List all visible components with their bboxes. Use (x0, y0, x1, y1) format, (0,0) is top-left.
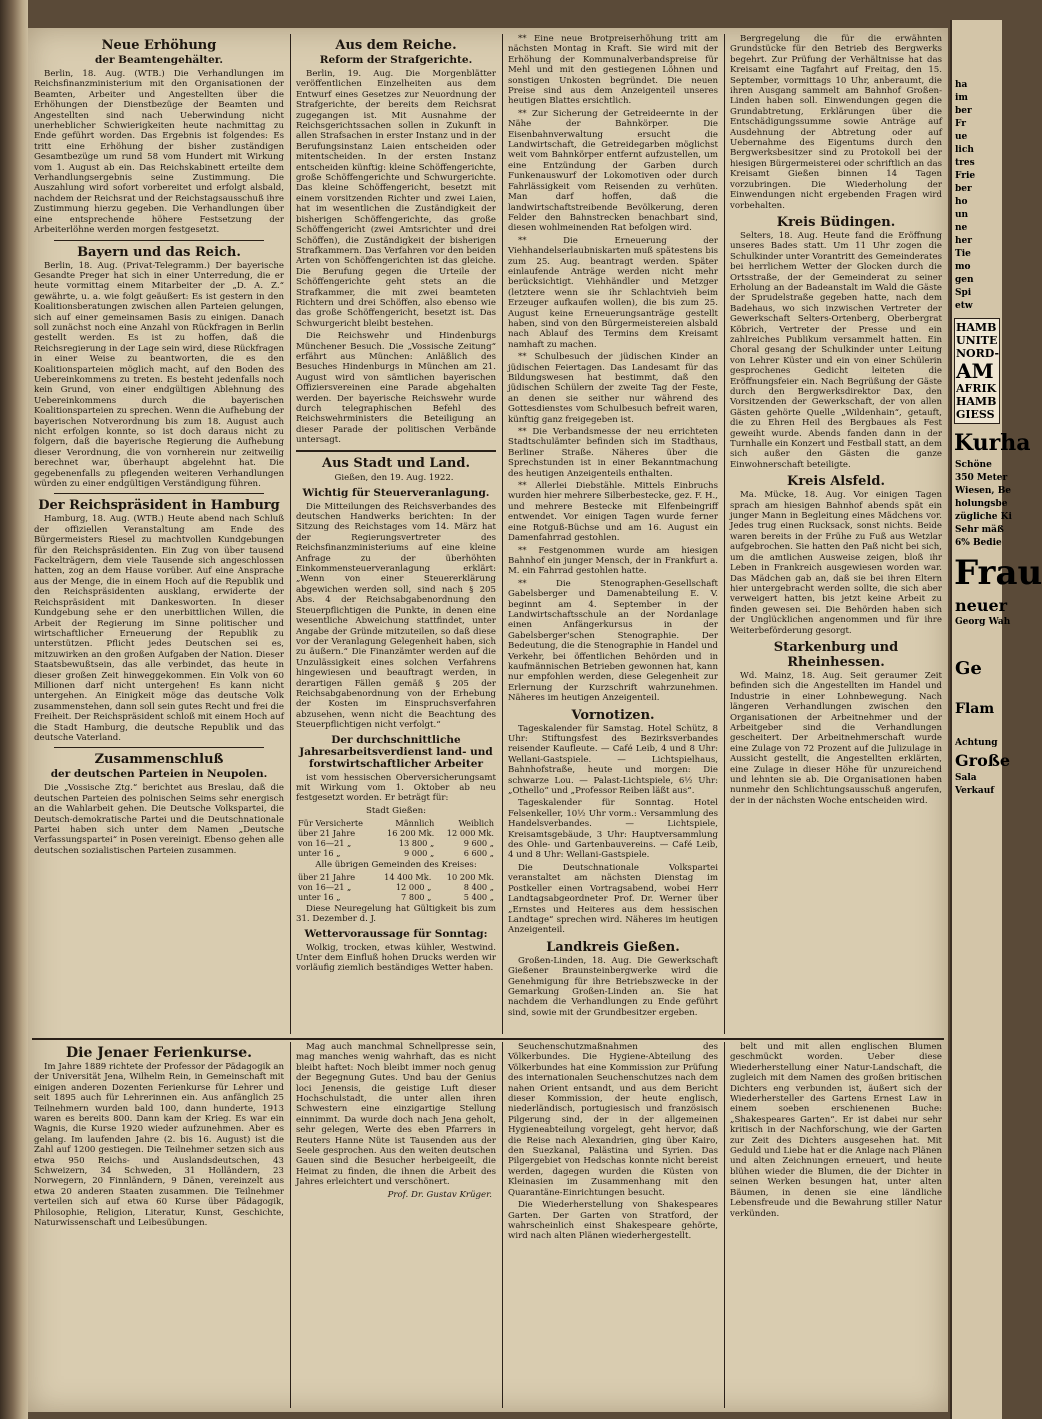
article-title: Bayern und das Reich. (77, 244, 241, 260)
feuilleton-title: Die Jenaer Ferienkurse. (66, 1045, 252, 1061)
news-item: Bergregelung die für die erwähnten Grundstücke für den Betrieb des Bergwerks begehrt. Zur Prüfung der Verhältnisse hat das Kreisamt eine Tagfahrt auf Freitag, den 15. September, vormittags 10 Uhr, anberaumt, die ihren Ausgang sammelt am Bahnhof Großen-Linden haben soll. Einwendungen gegen die Grundabtretung, Erklärungen über die Entschädigungssumme sowie Anträge auf Ausdehnung der Abtretung oder auf Uebernahme des Eigentums durch den Bergwerksbesitzer sind zu Protokoll bei der hiesigen Bürgermeisterei oder schriftlich an das Kreisamt Gießen binnen 14 Tagen vorzubringen. Die Wiederholung der Einwendungen nicht ergebenden Fragen wird vorbehalten. (730, 34, 942, 211)
news-item: Die Deutschnationale Volkspartei veranstaltet am nächsten Dienstag im Postkeller einen Vortragsabend, wobei Herr Landtagsabgeordneter Prof. Dr. Werner über „Ernstes und Heiteres aus dem hessischen Landtage“ sprechen wird. Näheres im heutigen Anzeigenteil. (508, 862, 718, 936)
table-row (296, 848, 496, 858)
text-fragment: ber (955, 106, 972, 116)
text-fragment: Fr (955, 119, 966, 129)
article-bayern (34, 245, 284, 490)
feuilleton-paragraph: Seuchenschutzmaßnahmen des Völkerbundes. Die Hygiene-Abteilung des Völkerbundes hat eine Kommission zur Prüfung des internationalen Seuchenschutzes nach dem nahen Orient entsandt, und aus dem Bericht dieser Kommission, der heute englisch, niederländisch, portugiesisch und französisch Pilgerung sind, der in der allgemeinen Hygieneabteilung vorgelegt, geht hervor, daß die Reise nach Alexandrien, ging über Kairo, den Suezkanal, Palästina und Syrien. Das Pilgergebiet von Hedschas konnte nicht bereist werden, dagegen wurden die Küsten von Kleinasien im Zusammenhang mit den Quarantäne-Einrichtungen besucht. (508, 1042, 718, 1198)
ad-line: HAMB (956, 321, 997, 334)
text-fragment: ue (955, 132, 968, 142)
article-subtitle: Der durchschnittliche Jahresarbeitsverdienst land- und forstwirtschaftlicher Arbeiter (299, 733, 493, 770)
weather-title: Wettervoraussage für Sonntag: (304, 927, 488, 940)
text-fragment: im (955, 93, 968, 103)
text-fragment: 350 Meter (955, 473, 1008, 483)
news-item: Tageskalender für Samstag. Hotel Schütz, 8 Uhr: Stiftungsfest des Bezirksverbandes reisender Kaufleute. — Café Leib, 4 und 8 Uhr: Wellani-Gastspiele. — Lichtspielhaus, Bahnhofstraße, heute und morgen: Die schwarze Lou. — Palast-Lichtspiele, 6½ Uhr: „Othello“ und „Professor Reiben läßt aus“. (508, 723, 718, 797)
article-beamten (34, 38, 284, 236)
text-fragment: ho (955, 197, 968, 207)
feuilleton-rule (32, 1038, 944, 1040)
author-signature: Prof. Dr. Gustav Krüger. (387, 1189, 492, 1200)
weather-text: Wolkig, trocken, etwas kühler, Westwind. Unter dem Einfluß hohen Drucks werden wir vorläufig ziemlich beständiges Wetter haben. (296, 942, 496, 974)
column-3 (508, 34, 718, 1034)
section-title: Kreis Büdingen. (776, 214, 896, 230)
text-fragment: un (955, 210, 969, 220)
news-item: Tageskalender für Sonntag. Hotel Felsenkeller, 10½ Uhr vorm.: Versammlung des Handelsverbandes. — Lichtspiele, Kreisamtsgebäude, 3 Uhr: Hauptversammlung des Ohle- und Gartenbauvereins. — Café Leib, 4 und 8 Uhr: Wellani-Gastspiele. (508, 798, 718, 861)
table-cell: 5 400 „ (463, 891, 494, 902)
table-title: Stadt Gießen: (365, 805, 427, 816)
section-title: Landkreis Gießen. (546, 939, 680, 955)
ad-line: GIESS (956, 408, 995, 421)
column-rule (502, 34, 503, 1034)
ad-line: NORD- (956, 347, 1000, 360)
text-fragment: etw (955, 301, 973, 311)
shipping-ad (954, 318, 1000, 424)
article-paragraph: Berlin, 18. Aug. (WTB.) Die Verhandlungen im Reichsfinanzministerium mit den Organisationen der Beamten, Arbeiter und Angestellten über die Erhöhungen der Dienstbezüge der Beamten und Angestellten sind nach Ueberwindung nicht unerheblicher Schwierigkeiten heute nachmittag zu Ende geführt worden. Das Ergebnis ist folgendes: Es tritt eine Erhöhung der bisher zuständigen Gesamtbezüge um rund 58 vom Hundert mit Wirkung vom 1. August ab ein. Das Reichskabinett erteilte dem Verhandlungsergebnis seine Zustimmung. Die Auszahlung wird sofort vorbereitet und erfolgt alsbald, nachdem der Reichsrat und der Reichstagsausschuß ihre Zustimmung hierzu gegeben. Die Verhandlungen über eine entsprechende höhere Festsetzung der Arbeiterlöhne werden morgen festgesetzt. (34, 69, 284, 236)
adjacent-page-edge (950, 20, 1042, 1419)
news-item: Wd. Mainz, 18. Aug. Seit geraumer Zeit befinden sich die Angestellten im Handel und Industrie in einer Lohnbewegung. Nach längeren Verhandlungen zwischen den Organisationen der Arbeitnehmer und der Arbeitgeber sind die Verhandlungen gescheitert. Der Arbeitnehmerschaft wurde eine Zulage von 72 Prozent auf die Julizulage in Aussicht gestellt, die Angestellten erklärten, eine Zulage in dieser Höhe für unzureichend und lehnten sie ab. Die Organisationen haben nunmehr den Schlichtungsausschuß angerufen, der in der nächsten Woche entscheiden wird. (730, 670, 942, 806)
wage-table-giessen (296, 818, 496, 858)
news-item: ** Festgenommen wurde am hiesigen Bahnhof ein junger Mensch, der in Frankfurt a. M. ein Fahrrad gestohlen hatte. (508, 545, 718, 577)
column-rule (290, 34, 291, 1034)
text-fragment: zügliche Ki (955, 512, 1012, 522)
ad-line: AFRIK (956, 382, 997, 395)
column-2 (296, 34, 496, 1034)
article-neupolen (34, 752, 284, 856)
news-item: ** Die Erneuerung der Viehhandelserlaubniskarten muß spätestens bis zum 25. Aug. beantragt werden. Später einlaufende Anträge werden nicht mehr berücksichtigt. Viehhändler und Metzger (letztere wenn sie ihr Schlachtvieh beim Erzeuger aufkaufen wollen), die bis zum 25. August keine Erneuerungsanträge gestellt haben, sind von den Bürgermeistereien alsbald nach Ablauf des Termins dem Kreisamt namhaft zu machen. (508, 235, 718, 350)
text-fragment: Große (955, 751, 1011, 770)
article-subtitle: Reform der Strafgerichte. (319, 54, 473, 66)
ad-line: AM (956, 359, 994, 383)
section-title: Starkenburg und Rheinhessen. (773, 639, 899, 670)
text-fragment: Verkauf (955, 786, 995, 796)
news-item: Ma. Mücke, 18. Aug. Vor einigen Tagen sprach am hiesigen Bahnhof abends spät ein junger Mann in Begleitung eines Mädchens vor. Jedes trug einen Rucksack, sonst nichts. Beide waren bereits in der Frühe zu Fuß aus Wetzlar aufgebrochen. Sie hatten den Paß nicht bei sich, um die amtlichen Ausweise zeigen, bloß ihr Leben in Frankreich ausgewiesen worden war. Das Mädchen gab an, daß sie bei ihren Eltern hier untergebracht werden sollte, die sich aber verweigert hatten, bis jetzt keine Arbeit zu finden gewesen sei. Die Behörden haben sich der Unglücklichen angenommen und für ihre Weiterbeförderung gesorgt. (730, 490, 942, 636)
table-cell: unter 16 „ (298, 847, 341, 858)
text-fragment: holungsbe (955, 499, 1008, 509)
table-title: Alle übrigen Gemeinden des Kreises: (315, 859, 477, 870)
article-paragraph: ist vom hessischen Oberversicherungsamt mit Wirkung vom 1. Oktober ab neu festgesetzt worden. Er beträgt für: (296, 772, 496, 804)
text-fragment: gen (955, 275, 974, 285)
table-cell: 14 400 Mk. (384, 871, 432, 882)
text-fragment: Ge (955, 658, 982, 679)
news-item: ** Eine neue Brotpreiserhöhung tritt am nächsten Montag in Kraft. Sie wird mit der Erhöhung der Kommunalverbandspreise für Mehl und mit den gestiegenen Löhnen und sonstigen Unkosten begründet. Die neuen Preise sind aus dem Anzeigenteil unseres heutigen Blattes ersichtlich. (508, 34, 718, 107)
feuilleton-col-3 (508, 1042, 718, 1408)
text-fragment: ha (955, 80, 968, 90)
article-stadt (296, 456, 496, 974)
feuilleton-paragraph: Im Jahre 1889 richtete der Professor der Pädagogik an der Universität Jena, Wilhelm Rein, in Gemeinschaft mit einigen anderen Dozenten Ferienkurse für Lehrer und seit 1895 auch für Lehrerinnen ein. Aus anfänglich 25 Teilnehmern wurden bald 100, dann hunderte, 1913 waren es bereits 800. Dann kam der Krieg. Es war ein Wagnis, die Kurse 1920 wieder aufzunehmen. Aber es gelang. Im laufenden Jahre (2. bis 16. August) ist die Zahl auf 1200 gestiegen. Die Teilnehmer setzen sich aus etwa 950 Reichs- und Auslandsdeutschen, 43 Schweizern, 34 Schweden, 31 Holländern, 23 Norwegern, 20 Finnländern, 9 Dänen, vereinzelt aus etwa 20 anderen Staaten zusammen. Die Teilnehmer verteilen sich auf etwa 60 Kurse über Pädagogik, Philosophie, Religion, Literatur, Kunst, Geschichte, Naturwissenschaft und Leibesübungen. (34, 1062, 284, 1229)
feuilleton-paragraph: belt und mit allen englischen Blumen geschmückt worden. Ueber diese Wiederherstellung einer Natur-Landschaft, die zugleich mit dem Namen des großen britischen Dichters eng verbunden ist, äußert sich der Wiederhersteller des Gartens Ernest Law in einem soeben erschienenen Buche: „Shakespeares Garten“. Er ist dabei nur sehr kritisch in der Nachforschung, wie der Garten zur Zeit des Dichters ausgesehen hat. Mit Geduld und Liebe hat er die Anlage nach Plänen und alten Zeichnungen erneuert, und heute blühen wieder die Blumen, die der Dichter in seinen Werken besungen hat, unter alten Bäumen, in denen sie eine ländliche Lebensfreude und die Bewahrung stiller Natur verkünden. (730, 1042, 942, 1219)
table-header: Für Versicherte (298, 817, 363, 828)
article-paragraph: Die Reichswehr und Hindenburgs Münchener Besuch. Die „Vossische Zeitung“ erfährt aus München: Anläßlich des Besuches Hindenburgs in München am 21. August wird von sämtlichen bayerischen Offiziersvereinen eine Parade abgehalten werden. Der bayerische Reichswehr wurde durch telegraphischen Befehl des Reichswehrministers die Beteiligung an dieser Parade der politischen Verbände untersagt. (296, 331, 496, 446)
text-fragment: Schöne (955, 460, 992, 470)
text-fragment: mo (955, 262, 971, 272)
table-cell: 13 800 „ (398, 837, 435, 848)
table-cell: unter 16 „ (298, 891, 341, 902)
table-cell: 12 000 „ (395, 881, 432, 892)
news-item: Großen-Linden, 18. Aug. Die Gewerkschaft Gießener Braunsteinbergwerke wird die Genehmigung für ihre Betriebszwecke in der Gemarkung Großen-Linden an. Sie hat nachdem die Verhandlungen zu Ende geführt sind, sowie mit der Grundbesitzer ergeben. (508, 955, 718, 1018)
text-fragment: tres (955, 158, 975, 168)
table-cell: von 16—21 „ (298, 837, 352, 848)
article-subtitle: der Beamtengehälter. (94, 54, 224, 66)
table-cell: 7 800 „ (401, 891, 432, 902)
table-cell: über 21 Jahre (298, 827, 356, 838)
text-fragment: ne (955, 223, 968, 233)
table-row (296, 828, 496, 838)
section-divider (296, 450, 496, 452)
ad-line: HAMB (956, 395, 997, 408)
section-title: Kreis Alsfeld. (787, 474, 885, 490)
text-fragment: Achtung (955, 738, 998, 748)
table-cell: 8 400 „ (463, 881, 494, 892)
dateline: Gießen, den 19. Aug. 1922. (334, 472, 454, 483)
text-fragment: Tie (955, 249, 971, 259)
table-header: Weiblich (458, 817, 494, 828)
news-item: ** Die Stenographen-Gesellschaft Gabelsberger und Damenabteilung E. V. beginnt am 4. September in der Landwirtschaftsschule an der Nordanlage einen Anfängerkursus in der Gabelsberger'schen Stenographie. Der Bedeutung, die die Stenographie in Handel und Verkehr, bei öffentlichen Behörden und in kaufmännischen Betrieben gewonnen hat, kann nur empfohlen werden, diese Gelegenheit zur Erlernung der Kurzschrift wahrzunehmen. Näheres im heutigen Anzeigenteil. (508, 578, 718, 704)
table-cell: 16 200 Mk. (387, 827, 435, 838)
wage-table-kreis (296, 872, 496, 902)
table-row (296, 838, 496, 848)
table-cell: 10 200 Mk. (446, 871, 494, 882)
text-fragment: Spi (955, 288, 972, 298)
table-header-row (296, 818, 496, 828)
section-title: Aus Stadt und Land. (322, 455, 470, 471)
table-row (296, 892, 496, 902)
table-cell: von 16—21 „ (298, 881, 352, 892)
column-1 (34, 34, 284, 1034)
feuilleton-col-4 (730, 1042, 942, 1408)
table-row (296, 882, 496, 892)
article-title: Der Reichspräsident in Hamburg (38, 498, 280, 514)
text-fragment: Flam (955, 701, 995, 717)
table-cell: 9 000 „ (403, 847, 435, 858)
article-paragraph: Die Mitteilungen des Reichsverbandes des deutschen Handwerks berichten: In der Sitzung des Reichstages vom 14. März hat der Regierungsvertreter des Reichsfinanzministeriums auf eine kleine Anfrage zu der überhöhten Einkommensteuerveranlagung erklärt: „Wenn von einer Steuererklärung abgewichen werden soll, sind nach § 205 Abs. 4 der Reichsabgabenordnung den Steuerpflichtigen die Punkte, in denen eine wesentliche Abweichung stattfindet, unter Angabe der Gründe mitzuteilen, so daß diese vor der Veranlagung Gelegenheit haben, sich zu äußern.“ Die Finanzämter werden auf die Unzulässigkeit eines solchen Verfahrens hingewiesen und beauftragt werden, in derartigen Fällen gemäß § 205 der Reichsabgabenordnung von der Erhebung der Kosten im Einspruchsverfahren abzusehen, wenn nicht die Beachtung des Steuerpflichtigen nicht verfolgt.“ (296, 501, 496, 731)
column-rule (724, 34, 725, 1034)
column-rule (502, 1042, 503, 1408)
text-fragment: Georg Wah (955, 617, 1011, 627)
article-title: Aus dem Reiche. (335, 38, 457, 53)
text-fragment: 6% Bedie (955, 538, 1002, 548)
article-reiche (296, 38, 496, 446)
feuilleton-paragraph: Mag auch manchmal Schnellpresse sein, mag manches wenig wahrhaft, das es nicht bleibt haftet: Noch bleibt immer noch genug der Begegnung Gutes. Und bau der Genius loci Jenensis, die geistige Luft dieser Hochschulstadt, die unter allen ihren Schwestern eine einzigartige Stellung einnimmt. Da wurde doch nach Jena geholt, sehr gelegen, Werte des eben Pfarrers in Reuters Hanne Nüte ist Tausenden aus der Seele gesprochen. Aus den weiten deutschen Gauen sind die Besucher herbeigeeilt, die Heimat zu finden, die ihnen die Arbeit des Jahres erleichtert und verschönert. (296, 1042, 496, 1188)
book-binding (0, 0, 28, 1419)
divider (54, 240, 264, 241)
text-fragment: Wiesen, Be (955, 486, 1012, 496)
column-4 (730, 34, 942, 1034)
ad-line: UNITE (956, 334, 998, 347)
text-fragment: Sehr mäß (955, 525, 1004, 535)
article-title: Zusammenschluß (94, 752, 224, 768)
section-title: Vornotizen. (571, 707, 655, 723)
ad-headline: Frau (954, 553, 1042, 593)
article-subtitle: der deutschen Parteien in Neupolen. (50, 768, 268, 781)
text-fragment: ber (955, 184, 972, 194)
article-title: Neue Erhöhung (101, 38, 217, 53)
news-item: Selters, 18. Aug. Heute fand die Eröffnung unseres Bades statt. Um 11 Uhr zogen die Schulkinder unter Vorantritt des Gemeinderates bei herrlichem Wetter der Glocken durch die Ortsstraße, der der Gemeinderat zu seiner Erholung an der Badeanstalt im Wald die Gäste der Sprudelstraße gegeben hatte, nach dem Badehaus, wo sich inzwischen Vertreter der Gewerkschaft Selters-Ortenberg, Oberbergrat Köbrich, Vertreter der Presse und ein zahlreiches Publikum versammelt hatten. Ein Choral gesang der Schulkinder unter Leitung von Lehrer Küster und ein von einer Schülerin gesprochenes Gedicht leiteten die Eröffnungsfeier ein. Nach Begrüßung der Gäste durch den Bergwerksdirektor Dax, den Vorsitzenden der Gewerkschaft, der von allen Gästen gehörte Quelle „Wildenhain“, getauft, die zu Ehren Heil des Bergbaues als Fest geweiht wurde. Abends fanden dann in der Turnhalle ein Konzert und Festball statt, an dem sich außer den Gästen die ganze Einwohnerschaft beteiligte. (730, 230, 942, 470)
feuilleton-col-1 (34, 1042, 284, 1408)
column-rule (290, 1042, 291, 1408)
article-paragraph: Berlin, 19. Aug. Die Morgenblätter veröffentlichen Einzelheiten aus dem Entwurf eines Gesetzes zur Neuordnung der Strafgerichte, der bereits dem Reichsrat zugegangen ist. Mit Ausnahme der Reichsgerichtssachen sollen in Zukunft in allen Strafsachen in erster Instanz und in der Berufungsinstanz Laien entscheiden oder mitentscheiden. In der ersten Instanz entscheiden künftig: kleine Schöffengerichte, große Schöffengerichte und Schwurgerichte. Das kleine Schöffengericht, besetzt mit einem vorsitzenden Richter und zwei Laien, hat im wesentlichen die Zuständigkeit der bisherigen Schöffengerichte, das große Schöffengericht (zwei Amtsrichter und drei Schöffen), die Zuständigkeit der bisherigen Strafkammern. Das Verfahren vor den beiden Arten von Schöffengerichten ist das gleiche. Die Berufung gegen die Urteile der Schöffengerichte geht stets an die Strafkammer, die mit zwei beamteten Richtern und drei Schöffen, also ebenso wie das große Schöffengericht, besetzt ist. Das Schwurgericht bleibt bestehen. (296, 69, 496, 329)
feuilleton-col-2 (296, 1042, 496, 1408)
text-fragment: neuer (955, 596, 1008, 615)
divider (54, 493, 264, 494)
article-paragraph: Die „Vossische Ztg.“ berichtet aus Breslau, daß die deutschen Parteien des polnischen Seims sehr energisch an die Wahlarbeit gehen. Die Deutsche Volkspartei, die Deutsch-demokratische Partei und die Deutschnationale Partei haben sich unter dem Namen „Deutsche Verfassungspartei“ in Posen vereinigt. Ebenso gehen alle deutschen sozialistischen Parteien zusammen. (34, 783, 284, 856)
news-item: ** Schulbesuch der jüdischen Kinder an jüdischen Feiertagen. Das Landesamt für das Bildungswesen hat bestimmt, daß den jüdischen Schülern der zweite Tag der Feste, an denen sie seither nur während des Gottesdienstes vom Schulbesuch befreit waren, künftig ganz freigegeben ist. (508, 352, 718, 425)
table-cell: 12 000 Mk. (446, 827, 494, 838)
table-cell: 6 600 „ (463, 847, 494, 858)
table-header: Männlich (395, 817, 435, 828)
article-subtitle: Wichtig für Steuerveranlagung. (302, 486, 490, 499)
table-row (296, 872, 496, 882)
article-paragraph: Hamburg, 18. Aug. (WTB.) Heute abend nach Schluß der offiziellen Veranstaltung am Ende des Bürgermeisters Riesel zu machtvollen Kundgebungen für den Reichspräsidenten. Ein Zug von über tausend Fackelträgern, dem viele Tausende sich angeschlossen hatten, zog an dem Hause vorüber. Auf eine Ansprache aus der Menge, die in einem Hoch auf die Republik und den Reichspräsidenten ausklang, erwiderte der Reichspräsident mit Dankesworten. In dieser Kundgebung sehe er den unerbittlichen Willen, die Arbeit der Regierung im Sinne politischer und wirtschaftlicher Erneuerung der Republik zu unterstützen. Pflicht jedes Deutschen sei es, mitzuwirken an den großen Aufgaben der Nation. Dieser Staatsbewußtsein, das alle verbindet, das heute in dieser großen Zeit hinweggekommen. Ein Volk von 60 Millionen darf nicht untergehen! Es kann nicht untergehen. An Einigkeit möge das deutsche Volk zusammenstehen, dann soll sein gutes Recht und frei die Freiheit. Der Reichspräsident schloß mit einem Hoch auf die Stadt Hamburg, die deutsche Republik und das deutsche Vaterland. (34, 514, 284, 743)
table-cell: über 21 Jahre (298, 871, 356, 882)
news-item: ** Zur Sicherung der Getreideernte in der Nähe der Bahnkörper. Die Eisenbahnverwaltung ersucht die Landwirtschaft, die Getreidegarben möglichst weit vom Bahnkörper entfernt aufzustellen, um eine Entzündung der Garben durch Funkenauswurf der Lokomotiven oder durch Fahrlässigkeit vom Reisenden zu verhüten. Man darf hoffen, daß die landwirtschaftstreibende Bevölkerung, deren Felder den Bahnstrecken benachbart sind, diesen wohlmeinenden Rat befolgen wird. (508, 108, 718, 234)
column-rule (724, 1042, 725, 1408)
table-cell: 9 600 „ (463, 837, 494, 848)
ad-headline: Kurha (954, 430, 1031, 456)
text-fragment: lich (955, 145, 974, 155)
article-paragraph: Berlin, 18. Aug. (Privat-Telegramm.) Der bayerische Gesandte Preger hat sich in einer Unterredung, die er heute vormittag einem Mitarbeiter der „D. A. Z.“ gewährte, u. a. wie folgt geäußert: Es ist gestern in den Koalitionsberatungen zwischen allen Parteien gelungen, sich auf einer gemeinsamen Basis zu einigen. Danach soll zunächst noch eine Anzahl von Rückfragen in Berlin gestellt werden. Es ist zu hoffen, daß die Reichsregierung in der Lage sein wird, diese Rückfragen in einer Weise zu beantworten, die es den Koalitionsparteien möglich macht, auf den Boden des Uebereinkommens zu treten. Es besteht jedenfalls noch kein Grund, von einer endgültigen Ablehnung des Uebereinkommens durch die bayerischen Koalitionsparteien zu sprechen. Wenn die Aufhebung der bayerischen Notverordnung bis zum 18. August auch nicht erfolgen konnte, so ist doch daraus nicht zu folgern, daß die bayerische Regierung die Aufhebung dieser Verordnung, die von vornherein nur zeitweilig berechnet war, überhaupt abgelehnt hat. Die gegebenenfalls zu pflegenden weiteren Verhandlungen würden zu einer endgültigen Verständigung führen. (34, 260, 284, 490)
feuilleton-paragraph: Die Wiederherstellung von Shakespeares Garten. Der Garten von Stratford, der wahrscheinlich einst Shakespeare gehörte, wird nach alten Plänen wiederhergestellt. (508, 1200, 718, 1242)
divider (54, 747, 264, 748)
article-hamburg (34, 498, 284, 743)
text-fragment: Frie (955, 171, 976, 181)
table-note: Diese Neuregelung hat Gültigkeit bis zum 31. Dezember d. J. (296, 903, 496, 925)
text-fragment: her (955, 236, 973, 246)
news-item: ** Die Verbandsmesse der neu errichteten Stadtschulämter befinden sich im Stadthaus, Berliner Straße. Näheres über die Sprechstunden ist in einer Bekanntmachung des heutigen Anzeigenteils enthalten. (508, 427, 718, 479)
text-fragment: Sala (955, 773, 977, 783)
newspaper-page (28, 28, 948, 1412)
news-item: ** Allerlei Diebstähle. Mittels Einbruchs wurden hier mehrere Silberbestecke, gez. F. H., und mehrere Bestecke mit Elfenbeingriff entwendet. Vor einigen Tagen wurde ferner eine Rotguß-Büchse und am 16. August ein Damenfahrrad gestohlen. (508, 481, 718, 544)
